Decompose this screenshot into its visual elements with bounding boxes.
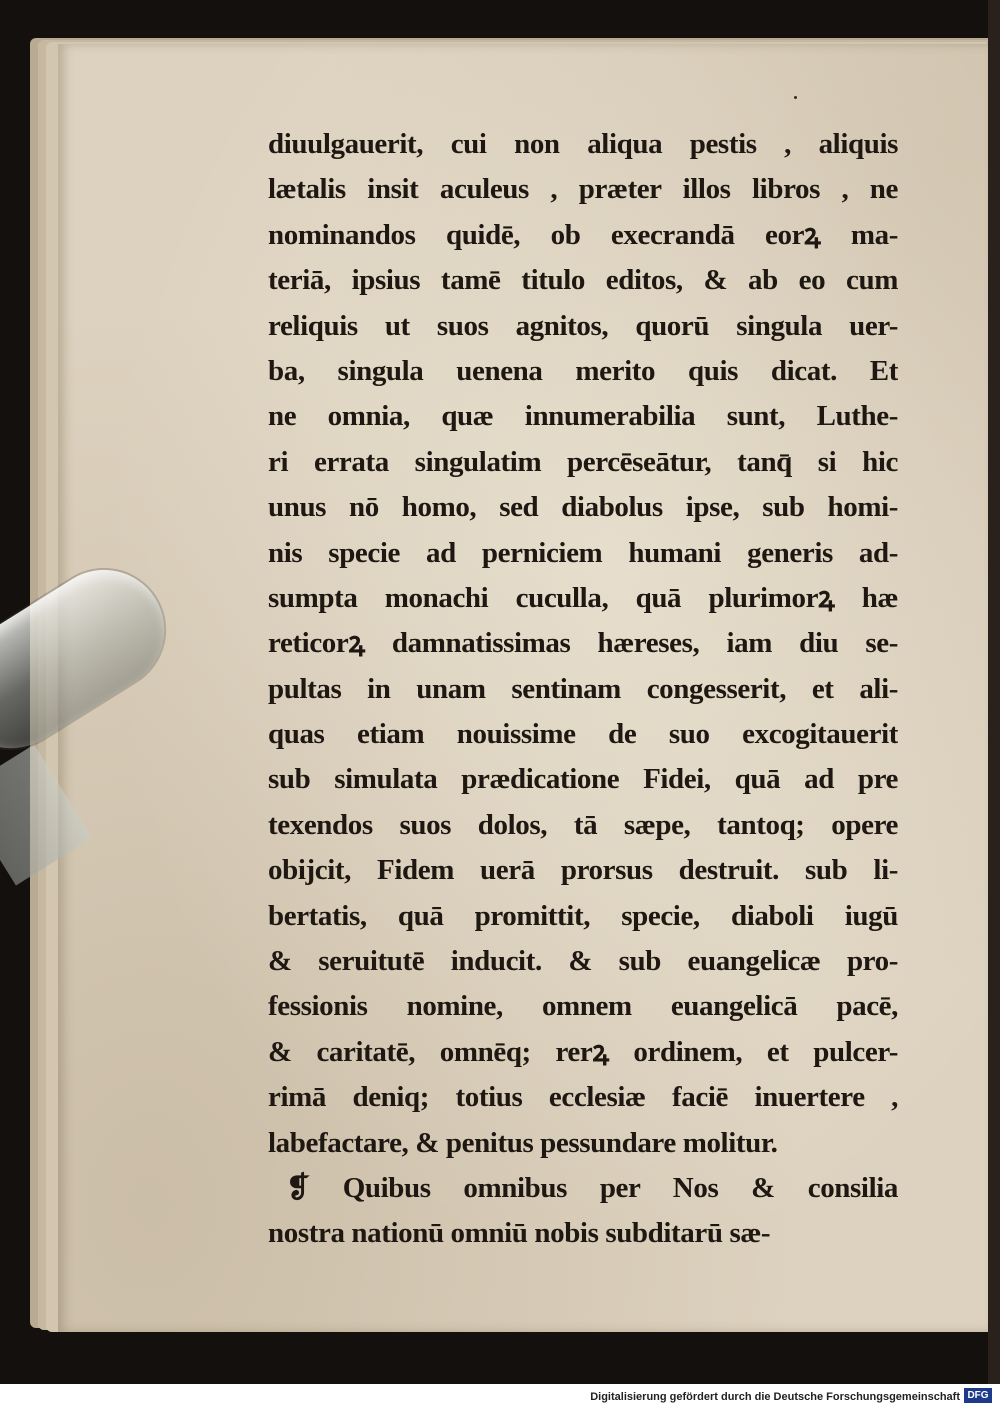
text-line: nostra nationū omniū nobis subditarū sæ-: [268, 1217, 771, 1250]
text-line: & caritatē, omnēq; rerꝝ ordinem, et pulcer-: [268, 1035, 898, 1068]
footer-credit-text: Digitalisierung gefördert durch die Deutsche Forschungsgemeinschaft: [590, 1391, 960, 1403]
text-line: ba, singula uenena merito quis dicat. Et: [268, 354, 898, 387]
ink-speck: [794, 96, 797, 99]
text-line: unus nō homo, sed diabolus ipse, sub homi-: [268, 491, 898, 524]
text-line: sumpta monachi cuculla, quā plurimorꝝ hæ: [268, 581, 898, 614]
text-line: labefactare, & penitus pessundare molitur.: [268, 1126, 778, 1159]
binding-shadow: [988, 0, 1000, 1406]
text-line: pultas in unam sentinam congesserit, et ali-: [268, 672, 898, 705]
text-line: reticorꝝ damnatissimas hæreses, iam diu se-: [268, 627, 898, 660]
text-line: diuulgauerit, cui non aliqua pestis , aliquis: [268, 128, 898, 160]
text-line: fessionis nomine, omnem euangelicā pacē,: [268, 990, 898, 1023]
text-line: bertatis, quā promittit, specie, diaboli iugū: [268, 899, 898, 932]
text-line: texendos suos dolos, tā sæpe, tantoq; opere: [268, 808, 898, 841]
text-line: ne omnia, quæ innumerabilia sunt, Luthe-: [268, 400, 898, 433]
text-line: nis specie ad perniciem humani generis ad-: [268, 536, 898, 569]
text-line: teriā, ipsius tamē titulo editos, & ab eo cum: [268, 264, 898, 297]
paragraph-start-line: ❡ Quibus omnibus per Nos & consilia: [286, 1171, 898, 1204]
body-text: [268, 122, 898, 1257]
text-line: & seruitutē inducit. & sub euangelicæ pro-: [268, 945, 898, 978]
text-line: quas etiam nouissime de suo excogitauerit: [268, 718, 898, 751]
dfg-logo-icon: DFG: [964, 1388, 992, 1403]
text-line: nominandos quidē, ob execrandā eorꝝ ma-: [268, 218, 898, 251]
text-line: lætalis insit aculeus , præter illos libros , ne: [268, 173, 898, 206]
text-line: sub simulata prædicatione Fidei, quā ad pre: [268, 763, 898, 796]
text-line: rimā deniq; totius ecclesiæ faciē inuertere ,: [268, 1081, 898, 1114]
text-line: reliquis ut suos agnitos, quorū singula uer-: [268, 309, 898, 342]
text-line: ri errata singulatim percēseātur, tanq̄ si hic: [268, 445, 898, 478]
text-line: obijcit, Fidem uerā prorsus destruit. sub li-: [268, 854, 898, 887]
footer-bar: [0, 1384, 1000, 1406]
